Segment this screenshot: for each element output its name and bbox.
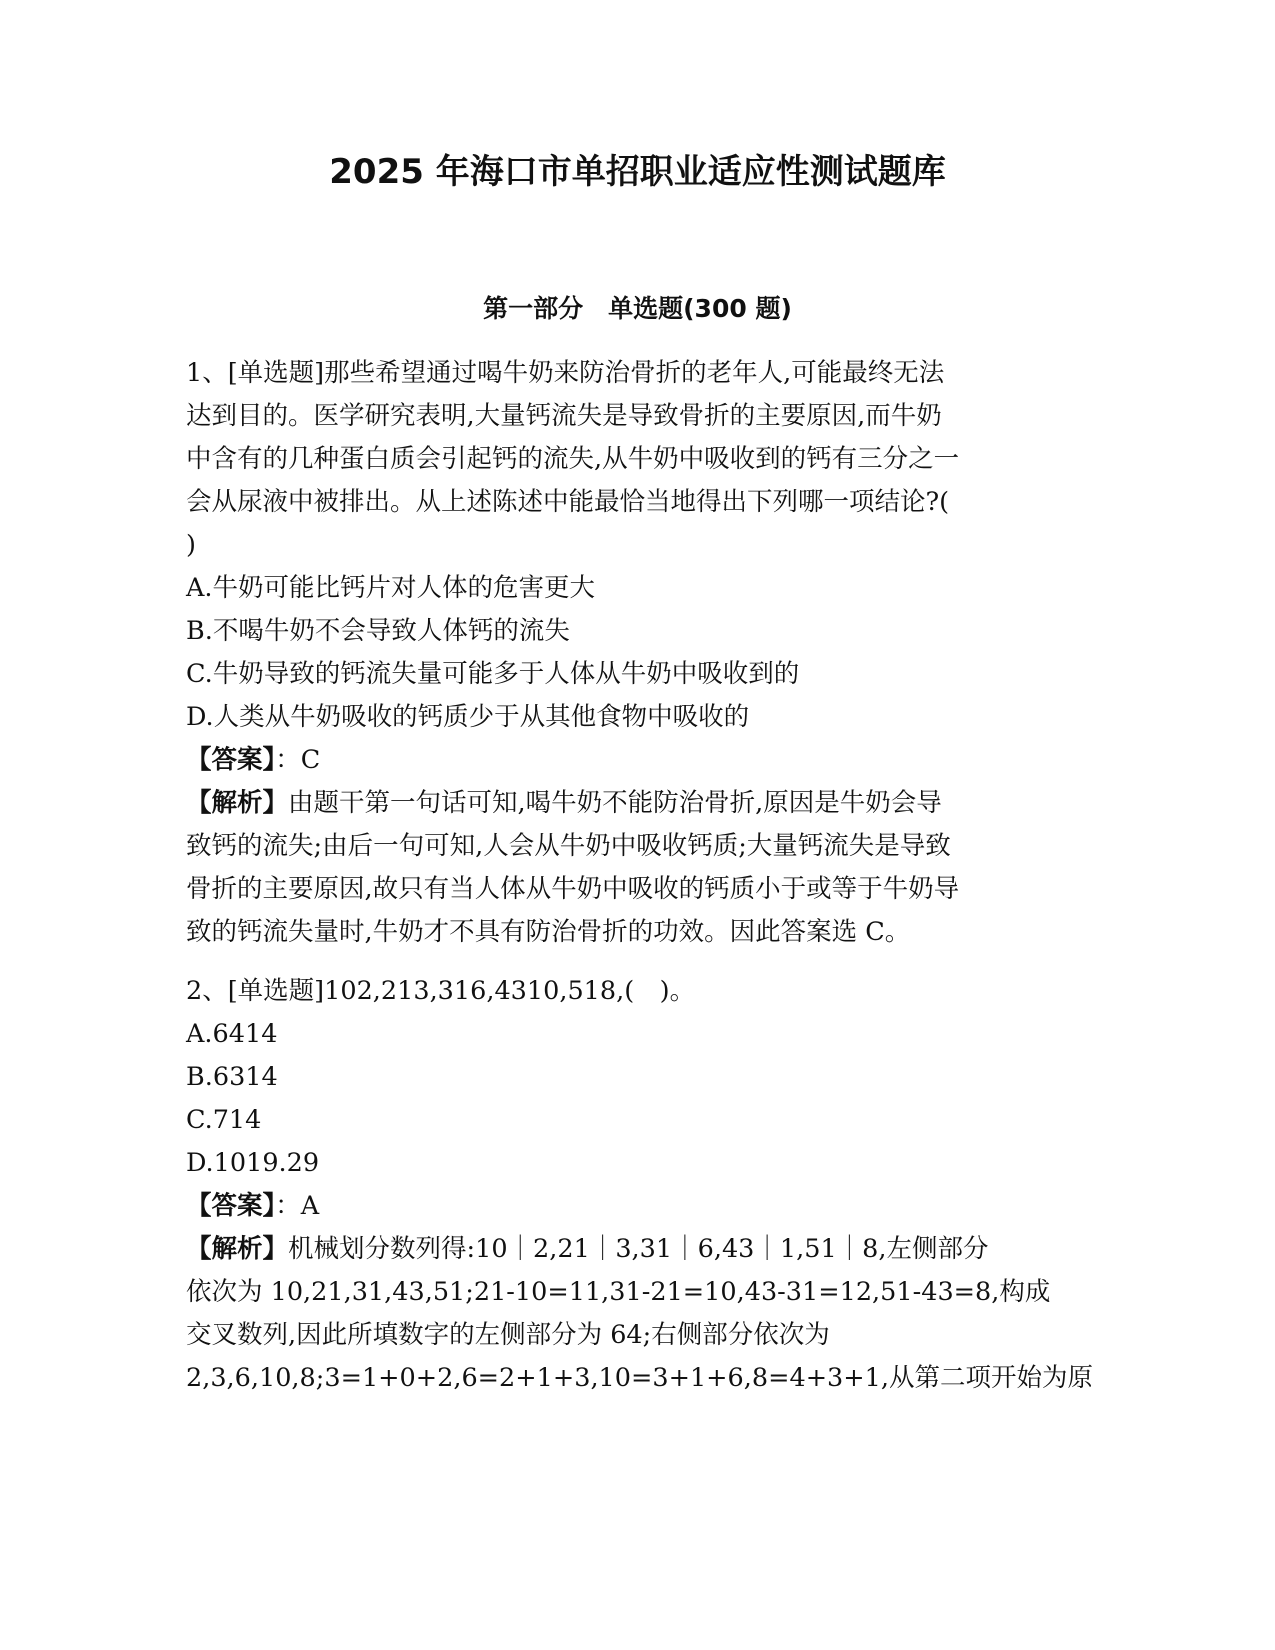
question-stem-line: 1、[单选题]那些希望通过喝牛奶来防治骨折的老年人,可能最终无法 — [186, 358, 945, 388]
answer-value: ：C — [275, 745, 321, 775]
option-d: D.人类从牛奶吸收的钙质少于从其他食物中吸收的 — [186, 702, 750, 732]
analysis-line — [186, 782, 1086, 825]
option-b: B.6314 — [186, 1062, 278, 1092]
question-2 — [186, 970, 1093, 1400]
option-d: D.1019.29 — [186, 1148, 320, 1178]
question-stem-line: 达到目的。医学研究表明,大量钙流失是导致骨折的主要原因,而牛奶 — [186, 401, 942, 431]
answer-label: 【答案】 — [186, 745, 276, 775]
option-c: C.牛奶导致的钙流失量可能多于人体从牛奶中吸收到的 — [186, 659, 800, 689]
option-a: A.6414 — [186, 1019, 278, 1049]
analysis-line: 致的钙流失量时,牛奶才不具有防治骨折的功效。因此答案选 C。 — [186, 917, 911, 947]
analysis-line: 骨折的主要原因,故只有当人体从牛奶中吸收的钙质小于或等于牛奶导 — [186, 874, 960, 904]
answer-value: ：A — [275, 1191, 320, 1221]
answer-line — [186, 1185, 1086, 1228]
question-stem-line: 中含有的几种蛋白质会引起钙的流失,从牛奶中吸收到的钙有三分之一 — [186, 444, 960, 474]
analysis-text: 机械划分数列得:10｜2,21｜3,31｜6,43｜1,51｜8,左侧部分 — [288, 1234, 989, 1264]
option-a: A.牛奶可能比钙片对人体的危害更大 — [186, 573, 596, 603]
question-stem-line: ) — [186, 530, 196, 560]
answer-label: 【答案】 — [186, 1191, 276, 1221]
question-1 — [186, 352, 1086, 954]
answer-line — [186, 739, 1086, 782]
document-title: 2025 年海口市单招职业适应性测试题库 — [329, 152, 946, 192]
analysis-line — [186, 1228, 1086, 1271]
question-spacer — [186, 954, 1086, 970]
section-title: 第一部分 单选题(300 题) — [483, 294, 792, 323]
analysis-line: 交叉数列,因此所填数字的左侧部分为 64;右侧部分依次为 — [186, 1320, 830, 1350]
analysis-line: 致钙的流失;由后一句可知,人会从牛奶中吸收钙质;大量钙流失是导致 — [186, 831, 951, 861]
question-list — [186, 352, 1093, 1400]
analysis-line: 依次为 10,21,31,43,51;21-10=11,31-21=10,43-31=12,51-43=8,构成 — [186, 1277, 1051, 1307]
question-stem-line: 2、[单选题]102,213,316,4310,518,( )。 — [186, 976, 696, 1006]
question-stem-line: 会从尿液中被排出。从上述陈述中能最恰当地得出下列哪一项结论?( — [186, 487, 950, 517]
option-b: B.不喝牛奶不会导致人体钙的流失 — [186, 616, 570, 646]
analysis-label: 【解析】 — [186, 1234, 289, 1264]
analysis-label: 【解析】 — [186, 788, 289, 818]
analysis-line: 2,3,6,10,8;3=1+0+2,6=2+1+3,10=3+1+6,8=4+3+1,从第二项开始为原 — [186, 1363, 1093, 1393]
option-c: C.714 — [186, 1105, 262, 1135]
analysis-text: 由题干第一句话可知,喝牛奶不能防治骨折,原因是牛奶会导 — [288, 788, 942, 818]
